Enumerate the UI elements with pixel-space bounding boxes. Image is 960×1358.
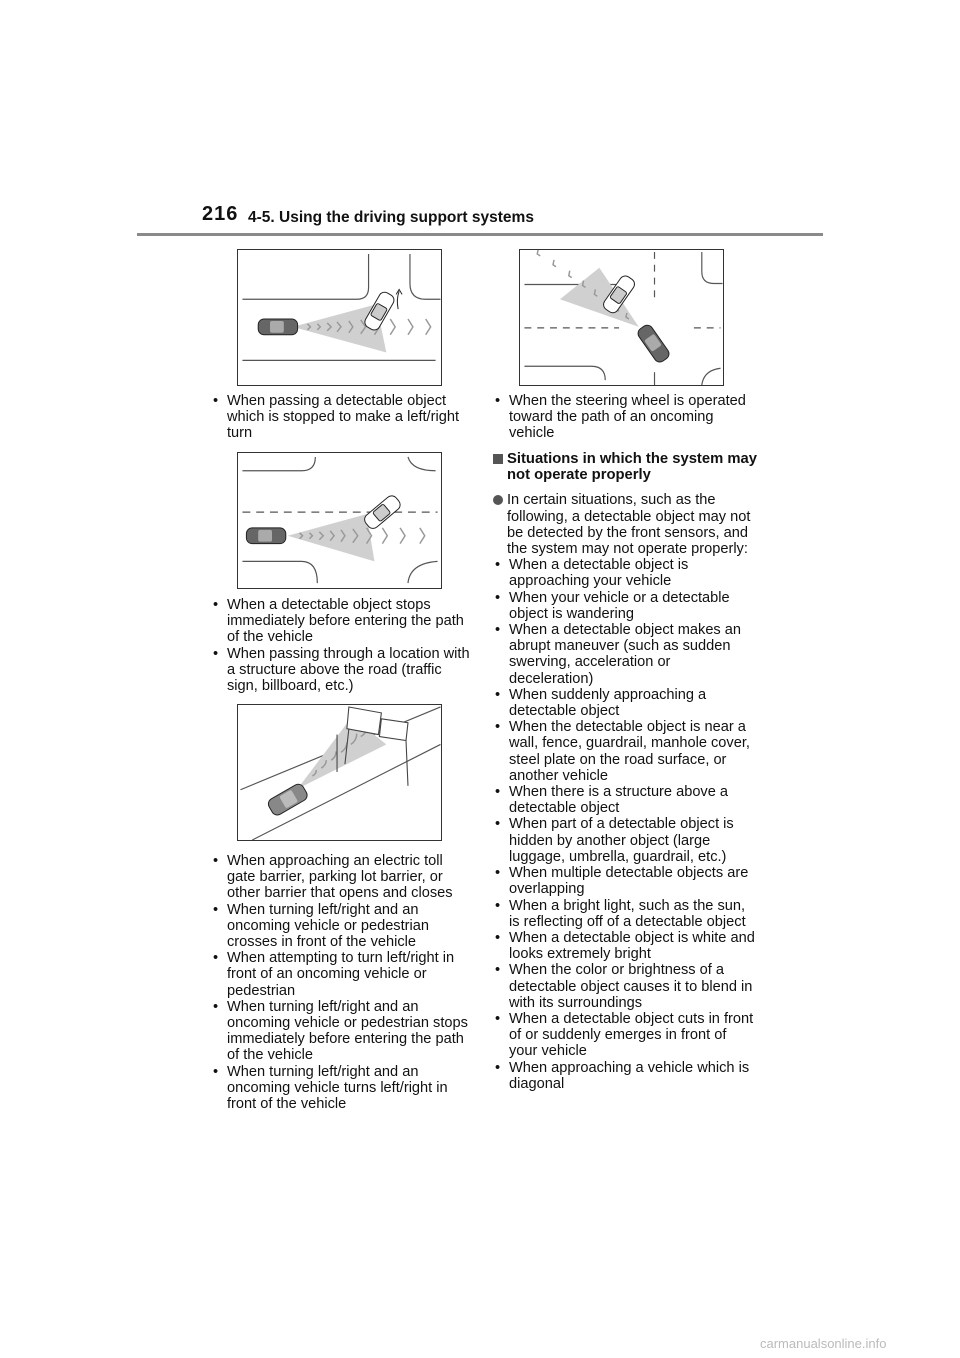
list-item: • When turning left/right and an oncoming vehicle or pedestrian crosses in front of the vehicle (211, 902, 473, 951)
right-column-text (493, 393, 757, 1092)
caption-figure-1 (211, 393, 473, 442)
list-item: • When suddenly approaching a detectable object (493, 687, 757, 719)
intro-paragraph (493, 492, 757, 557)
list-item: • When the detectable object is near a wall, fence, guardrail, manhole cover, steel plate on the road surface, or another vehicle (493, 719, 757, 784)
list-item: • When the color or brightness of a detectable object causes it to blend in with its surroundings (493, 962, 757, 1011)
circle-bullet-icon (493, 495, 503, 505)
list-item: • When there is a structure above a detectable object (493, 784, 757, 816)
list-item: • When turning left/right and an oncoming vehicle turns left/right in front of the vehicle (211, 1064, 473, 1113)
list-item: • When multiple detectable objects are overlapping (493, 865, 757, 897)
list-item: • When passing through a location with a structure above the road (traffic sign, billboard, etc.) (211, 646, 473, 695)
list-item: • When your vehicle or a detectable object is wandering (493, 590, 757, 622)
list-item: • When a detectable object makes an abrupt maneuver (such as sudden swerving, acceleration or deceleration) (493, 622, 757, 687)
intro-text: In certain situations, such as the following, a detectable object may not be detected by the front sensors, and the system may not operate properly: (507, 492, 751, 558)
square-bullet-icon (493, 454, 503, 464)
figure-passing-turning-vehicle (237, 249, 442, 386)
section-title: 4-5. Using the driving support systems (248, 209, 534, 226)
list-item: • When a detectable object stops immediately before entering the path of the vehicle (211, 597, 473, 646)
list-item: • When passing a detectable object which is stopped to make a left/right turn (211, 393, 473, 442)
caption-figure-3 (211, 853, 473, 1112)
list-item: • When a detectable object cuts in front of or suddenly emerges in front of your vehicle (493, 1011, 757, 1060)
list-item: • When attempting to turn left/right in front of an oncoming vehicle or pedestrian (211, 950, 473, 999)
list-item: • When a detectable object is white and looks extremely bright (493, 930, 757, 962)
caption-figure-2 (211, 597, 473, 694)
header-rule (137, 233, 823, 236)
list-item: • When a detectable object is approaching your vehicle (493, 557, 757, 589)
subheading-text: Situations in which the system may not operate properly (507, 450, 757, 484)
watermark: carmanualsonline.info (760, 1336, 887, 1351)
figure-structure-above-road (237, 704, 442, 841)
list-item: • When approaching a vehicle which is diagonal (493, 1060, 757, 1092)
page-number: 216 (202, 203, 239, 225)
list-item: • When the steering wheel is operated toward the path of an oncoming vehicle (493, 393, 757, 442)
figure-vehicle-stops-before-path (237, 452, 442, 589)
figure-oncoming-vehicle-steering (519, 249, 724, 386)
list-item: • When part of a detectable object is hidden by another object (large luggage, umbrella, guardrail, etc.) (493, 816, 757, 865)
list-item: • When approaching an electric toll gate barrier, parking lot barrier, or other barrier that opens and closes (211, 853, 473, 902)
subheading (493, 451, 757, 484)
list-item: • When turning left/right and an oncoming vehicle or pedestrian stops immediately before entering the path of the vehicle (211, 999, 473, 1064)
list-item: • When a bright light, such as the sun, is reflecting off of a detectable object (493, 898, 757, 930)
